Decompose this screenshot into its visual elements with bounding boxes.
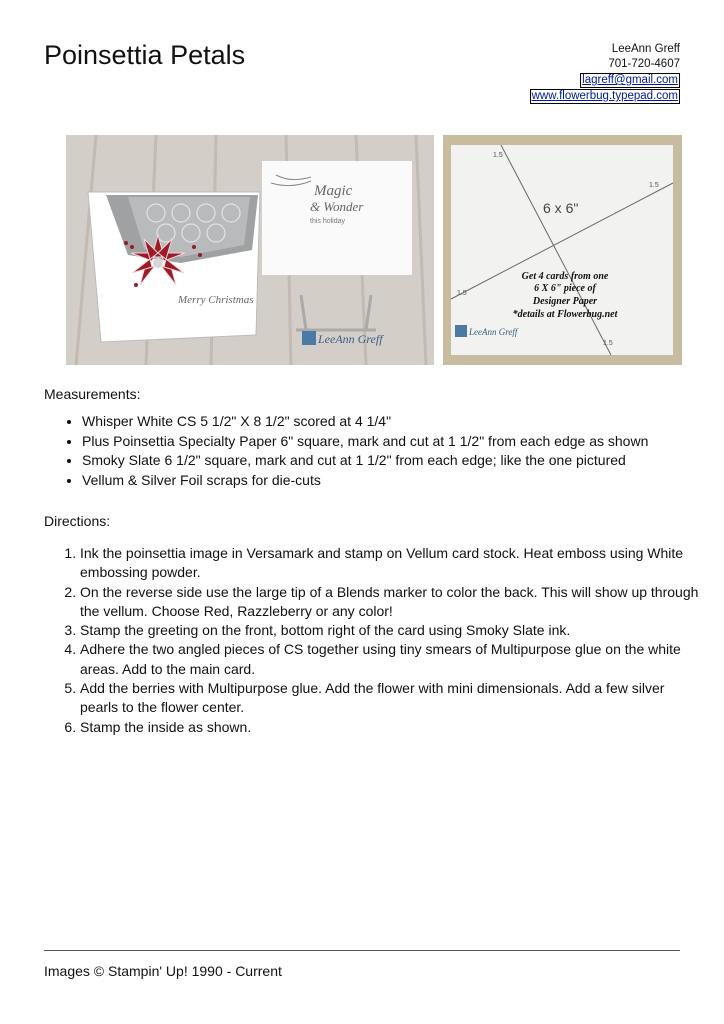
right-watermark: LeeAnn Greff	[469, 327, 518, 337]
left-watermark: LeeAnn Greff	[318, 332, 383, 346]
list-item: • Smoky Slate 6 1/2" square, mark and cut at 1 1/2" from each edge; like the one pictured	[82, 451, 722, 471]
caption-line-1: Get 4 cards from one	[521, 271, 609, 282]
footer-divider	[44, 950, 680, 951]
inside-magic: Magic	[314, 183, 353, 199]
contact-phone: 701-720-4607	[608, 58, 680, 70]
svg-text:1.5: 1.5	[457, 290, 467, 297]
list-item: 6. Stamp the inside as shown.	[80, 718, 700, 737]
contact-block	[530, 42, 680, 104]
list-item: 2. On the reverse side use the large tip of a Blends marker to color the back. This will show up through the vellum. Choose Red, Razzleberry or any color!	[80, 583, 700, 622]
inside-wonder: & Wonder	[310, 199, 364, 214]
contact-name: LeeAnn Greff	[611, 43, 680, 55]
email-link[interactable]: lagreff@gmail.com	[582, 74, 678, 86]
caption-line-3: Designer Paper	[532, 296, 598, 307]
list-item: • Vellum & Silver Foil scraps for die-cuts	[82, 471, 722, 491]
list-item: 3. Stamp the greeting on the front, bottom right of the card using Smoky Slate ink.	[80, 621, 700, 640]
svg-text:1.5: 1.5	[493, 152, 503, 159]
list-item: 5. Add the berries with Multipurpose glue. Add the flower with mini dimensionals. Add a few silver pearls to the flower center.	[80, 679, 700, 718]
page-title: Poinsettia Petals	[44, 40, 246, 70]
svg-text:1.5: 1.5	[603, 340, 613, 347]
caption-line-4: *details at Flowerbug.net	[512, 309, 618, 320]
footer-copyright: Images © Stampin' Up! 1990 - Current	[44, 963, 282, 979]
size-label: 6 x 6"	[543, 200, 579, 216]
website-link[interactable]: www.flowerbug.typepad.com	[531, 90, 678, 102]
directions-list	[44, 544, 700, 737]
inside-holiday: this holiday	[310, 218, 346, 225]
svg-text:1.5: 1.5	[649, 182, 659, 189]
front-greeting: Merry Christmas	[178, 294, 254, 306]
card-photo	[66, 135, 434, 365]
measurements-list	[44, 412, 722, 490]
cutting-diagram-photo	[443, 135, 682, 365]
list-item: • Whisper White CS 5 1/2" X 8 1/2" scored at 4 1/4"	[82, 412, 722, 432]
directions-heading: Directions:	[44, 513, 111, 529]
list-item: 1. Ink the poinsettia image in Versamark and stamp on Vellum card stock. Heat emboss using White embossing powder.	[80, 544, 700, 583]
list-item: • Plus Poinsettia Specialty Paper 6" square, mark and cut at 1 1/2" from each edge as shown	[82, 432, 722, 452]
caption-line-2: 6 X 6" piece of	[534, 283, 596, 294]
measurements-heading: Measurements:	[44, 386, 141, 402]
list-item: 4. Adhere the two angled pieces of CS together using tiny smears of Multipurpose glue on the white areas. Add to the main card.	[80, 640, 700, 679]
